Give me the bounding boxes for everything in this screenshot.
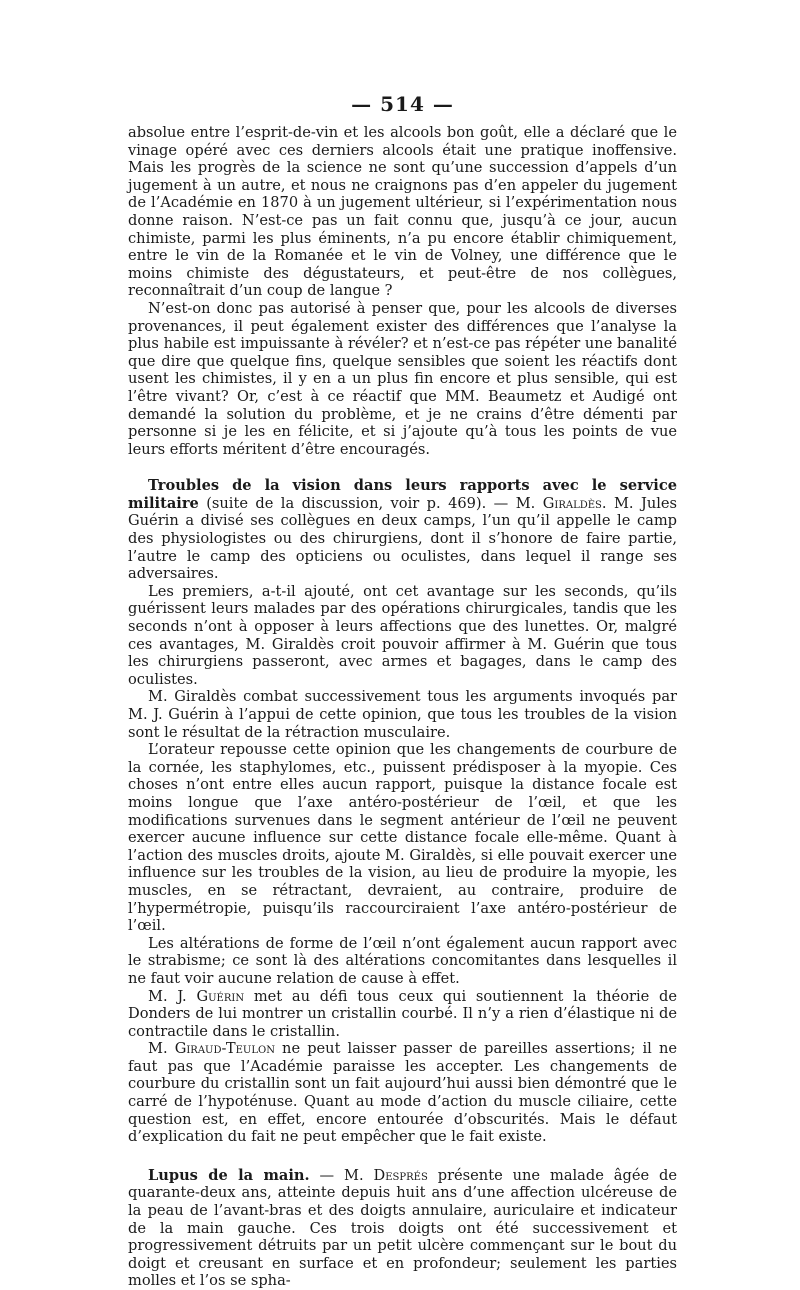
paragraph-lupus [128, 1167, 677, 1290]
paragraph-orateur: L’orateur repousse cette opinion que les changements de courbure de la cornée, les staphylomes, etc., puissent prédisposer à la myopie. Ces choses n’ont entre elles aucun rapport, puisque la distance focale est moins longue que l’axe antéro-postérieur de l’œil, et que les modifications survenues dans le segment antérieur de l’œil ne peuvent exercer aucune influence sur cette distance focale elle-même. Quant à l’action des muscles droits, ajoute M. Giraldès, si elle pouvait exercer une influence sur les troubles de la vision, au lieu de produire la myopie, les muscles, en se rétractant, devraient, au contraire, produire de l’hypermétropie, puisqu’ils raccourciraient l’axe antéro-postérieur de l’œil. [128, 741, 677, 935]
paragraph-premiers: Les premiers, a-t-il ajouté, ont cet avantage sur les seconds, qu’ils guérissent leurs malades par des opérations chirurgicales, tandis que les seconds n’ont à opposer à leurs affections que des lunettes. Or, malgré ces avantages, M. Giraldès croit pouvoir affirmer à M. Guérin que tous les chirurgiens passeront, avec armes et bagages, dans le camp des oculistes. [128, 582, 677, 688]
speaker-name: Guérin [196, 987, 245, 1005]
paragraph-alterations: Les altérations de forme de l’œil n’ont également aucun rapport avec le strabisme; ce sont là des altérations concomitantes dans lesquelles il ne faut voir aucune relation de cause à effet. [128, 934, 677, 987]
text-run: met au défi tous ceux qui soutiennent la théorie de Donders de lui montrer un cristallin courbé. Il n’y a rien d’élastique ni de contractile dans le cristallin. [128, 987, 677, 1040]
text-run: M. [148, 1040, 175, 1058]
paragraph-giraud-teulon [128, 1040, 677, 1146]
page-number: — 514 — [351, 92, 454, 116]
text-run: . M. Jules Guérin a divisé ses collègues en deux camps, l’un qu’il appelle le camp des physiologistes ou des chirurgiens, dont il s’honore de faire partie, l’autre le camp des opticiens ou oculistes, dans lequel il range ses adversaires. [128, 494, 678, 583]
text-run: ne peut laisser passer de pareilles assertions; il ne faut pas que l’Académie paraisse les accepter. Les changements de courbure du cristallin sont un fait aujourd’hui aussi bien démontré que le carré de l’hypoténuse. Quant au mode d’action du muscle ciliaire, cette question est, en effet, encore entourée d’obscurités. Mais le défaut d’explication du fait ne peut empêcher que le fait existe. [128, 1040, 677, 1146]
text-run: présente une malade âgée de quarante-deux ans, atteinte depuis huit ans d’une affection ulcéreuse de la peau de l’avant-bras et des doigts annulaire, auriculaire et indicateur de la main gauche. Ces trois doigts ont été successivement et progressivement détruits par un petit ulcère commençant sur le bout du doigt et creusant en surface et en profondeur; seulement les parties molles et l’os se spha- [128, 1166, 677, 1290]
text-run: M. J. [148, 987, 197, 1005]
paragraph-giraldes: M. Giraldès combat successivement tous les arguments invoqués par M. J. Guérin à l’appui de cette opinion, que tous les troubles de la vision sont le résultat de la rétraction musculaire. [128, 688, 677, 741]
text-run: — M. [309, 1166, 374, 1184]
paragraph-guerin [128, 988, 677, 1041]
speaker-name: Giraldès [542, 494, 602, 512]
speaker-name: Giraud-Teulon [174, 1040, 275, 1058]
section-heading-lupus: Lupus de la main. [148, 1166, 310, 1184]
paragraph-continuation: absolue entre l’esprit-de-vin et les alcools bon goût, elle a déclaré que le vinage opéré avec ces derniers alcools était une pratique inoffensive. Mais les progrès de la science ne sont qu’une succession d’appels d’un jugement à un autre, et nous ne craignons pas d’en appeler du jugement de l’Académie en 1870 à un jugement ultérieur, si l’expérimentation nous donne raison. N’est-ce pas un fait connu que, jusqu’à ce jour, aucun chimiste, parmi les plus éminents, n’a pu encore établir chimiquement, entre le vin de la Romanée et le vin de Volney, une différence que le moins chimiste des dégustateurs, et peut-être de nos collègues, reconnaîtrait d’un coup de langue ? [128, 124, 677, 300]
section-heading-troubles-vision: Troubles de la vision dans leurs rapports avec le service militaire [128, 477, 677, 512]
text-run: (suite de la discussion, voir p. 469). — M. [198, 494, 543, 512]
paragraph-troubles-vision [128, 477, 677, 583]
speaker-name: Després [373, 1166, 428, 1184]
paragraph-alcools: N’est-on donc pas autorisé à penser que, pour les alcools de diverses provenances, il peut également exister des différences que l’analyse la plus habile est impuissante à révéler? et n’est-ce pas répéter une banalité que dire que quelque fins, quelque sensibles que soient les réactifs dont usent les chimistes, il y en a un plus fin encore et plus sensible, qui est l’être vivant? Or, c’est à ce réactif que MM. Beaumetz et Audigé ont demandé la solution du problème, et je ne crains d’être démenti par personne si je les en félicite, et si j’ajoute qu’à tous les points de vue leurs efforts méritent d’être encouragés. [128, 299, 677, 458]
